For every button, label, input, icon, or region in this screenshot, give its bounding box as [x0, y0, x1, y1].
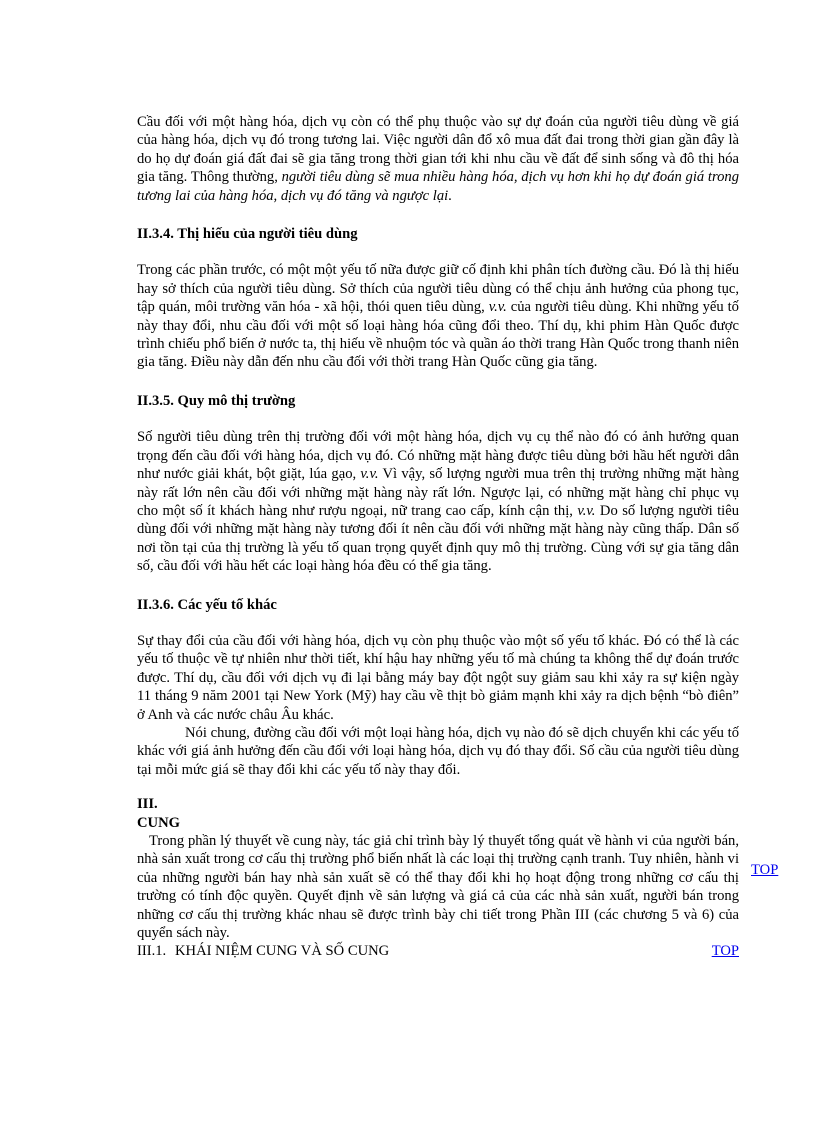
section-heading-2-3-5: II.3.5. Quy mô thị trường [137, 392, 296, 409]
top-link-3-1[interactable]: TOP [711, 943, 739, 960]
s235-text-a: Số người tiêu dùng trên thị trường đối với một hàng hóa, dịch vụ cụ thể nào đó có ảnh hưởng quan trọng đến cầu đối với hàng hóa, dịch vụ đó. Có những mặt hàng được tiêu dùng bởi hầu hết người dân như nước giải khát, bột giặt, lúa gạo, [137, 429, 739, 483]
section-3-paragraph: Trong phần lý thuyết về cung này, tác giả chỉ trình bày lý thuyết tổng quát về hành vi của người bán, nhà sản xuất trong cơ cấu thị trường phổ biến nhất là các loại thị trường cạnh tranh. Tuy nhiên, hành vi của những người bán hay nhà sản xuất sẽ có thể thay đổi khi họ hoạt động trong những cơ cấu thị trường có tính độc quyền. Quyết định về sản lượng và giá cả của các nhà sản xuất, người bán trong những cơ cấu thị trường khác nhau sẽ được trình bày chi tiết trong Phần III (các chương 5 và 6) của quyển sách này. [137, 833, 739, 942]
section-2-3-5-paragraph [137, 428, 739, 575]
document-page [137, 113, 739, 961]
s234-text-a: Trong các phần trước, có một một yếu tố nữa được giữ cố định khi phân tích đường cầu. Đó là thị hiếu hay sở thích của người tiêu dùng. Sở thích của người tiêu dùng có thể chịu ảnh hưởng của phong tục, tập quán, môi trường văn hóa - xã hội, thói quen tiêu dùng, [137, 262, 739, 316]
s235-italic-2: v.v. [577, 502, 596, 519]
subsection-3-1-label [137, 942, 389, 960]
intro-text: Cầu đối với một hàng hóa, dịch vụ còn có thể phụ thuộc vào sự dự đoán của người tiêu dùng về giá của hàng hóa, dịch vụ đó trong tương lai. Việc người dân đổ xô mua đất đai trong thời gian gần đây là do họ dự đoán giá đất đai sẽ gia tăng trong thời gian tới khi nhu cầu về đất để sinh sống và đô thị hóa gia tăng. Thông thường, [137, 114, 739, 186]
section-heading-2-3-4: II.3.4. Thị hiếu của người tiêu dùng [137, 226, 358, 243]
section-2-3-6-paragraph-1: Sự thay đổi của cầu đối với hàng hóa, dịch vụ còn phụ thuộc vào một số yếu tố khác. Đó có thể là các yếu tố thuộc về tự nhiên như thời tiết, khí hậu hay những yếu tố mà chúng ta không thể dự đoán trước được. Thí dụ, cầu đối với dịch vụ đi lại bằng máy bay đột ngột suy giảm sau khi xảy ra sự kiện ngày 11 tháng 9 năm 2001 tại New York (Mỹ) hay cầu về thịt bò giảm mạnh khi xảy ra dịch bệnh “bò điên” ở Anh và các nước châu Âu khác. [137, 632, 739, 723]
s235-text-c: Do số lượng người tiêu dùng đối với những mặt hàng này tương đối ít nên cầu đối với những mặt hàng này cũng thấp. Dân số nơi tồn tại của thị trường là yếu tố quan trọng quyết định quy mô thị trường. Cùng với sự gia tăng dân số, cầu đối với hầu hết các loại hàng hóa đều có thể gia tăng. [137, 502, 739, 575]
section-2-3-4-paragraph [137, 261, 739, 371]
s235-text-b: Vì vậy, số lượng người mua trên thị trường những mặt hàng này rất lớn nên cầu đối với những mặt hàng này rất lớn. Ngược lại, có những mặt hàng chỉ phục vụ cho một số ít khách hàng như rượu ngoại, nữ trang cao cấp, kính cận thị, [137, 466, 739, 519]
subsection-3-1-heading [137, 942, 739, 960]
top-link-3[interactable]: TOP [751, 862, 779, 878]
s234-italic: v.v. [488, 299, 507, 316]
s234-text-b: của người tiêu dùng. Khi những yếu tố này thay đổi, nhu cầu đối với một số loại hàng hóa cũng đổi theo. Thí dụ, khi phim Hàn Quốc được trình chiếu phổ biến ở nước ta, thị hiếu về nhuộm tóc và quần áo thời trang Hàn Quốc trong thanh niên gia tăng. Điều này dẫn đến nhu cầu đối với thời trang Hàn Quốc cũng gia tăng. [137, 299, 739, 371]
section-heading-2-3-6: II.3.6. Các yếu tố khác [137, 596, 277, 613]
section-heading-3-title: CUNG [137, 814, 180, 831]
intro-italic-text: người tiêu dùng sẽ mua nhiều hàng hóa, dịch vụ hơn khi họ dự đoán giá trong tương lai của hàng hóa, dịch vụ đó tăng và ngược lại [137, 169, 739, 204]
section-heading-3-number: III. [137, 796, 158, 813]
subsection-3-1-title: KHÁI NIỆM CUNG VÀ SỐ CUNG [175, 943, 390, 960]
intro-paragraph [137, 113, 739, 205]
subsection-3-1-number: III.1. [137, 943, 167, 960]
section-2-3-6-paragraph-2: Nói chung, đường cầu đối với một loại hàng hóa, dịch vụ nào đó sẽ dịch chuyển khi các yếu tố khác với giá ảnh hưởng đến cầu đối với loại hàng hóa, dịch vụ đó thay đổi. Số cầu của người tiêu dùng tại mỗi mức giá sẽ thay đổi khi các yếu tố này thay đổi. [137, 724, 739, 778]
s235-italic-1: v.v. [360, 466, 379, 483]
intro-text-end: . [448, 187, 452, 204]
